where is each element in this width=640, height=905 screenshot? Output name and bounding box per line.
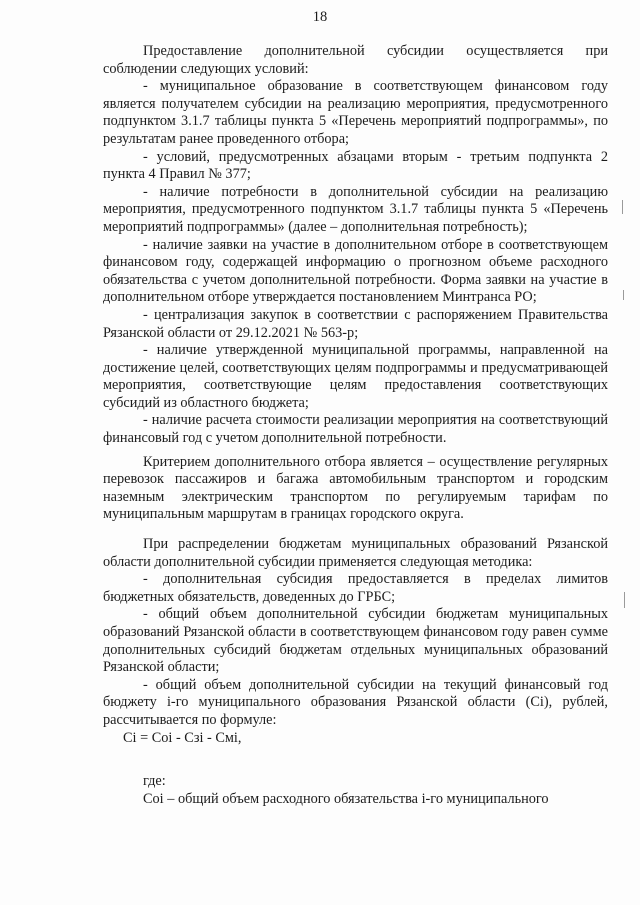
- paragraph-condition-recipient: - муниципальное образование в соответствующем финансовом году является получателем субсидии на реализацию мероприятия, предусмотренного подпунктом 3.1.7 таблицы пункта 5 «Перечень мероприятий подпрограммы», по результатам ранее проведенного отбора;: [103, 78, 608, 147]
- paragraph-condition-program: - наличие утвержденной муниципальной программы, направленной на достижение целей, соответствующих целям подпрограммы и предусматривающей мероприятия, соответствующие целям предоставления соответствующих субсидий из областного бюджета;: [103, 342, 608, 411]
- document-body: [103, 43, 608, 808]
- paragraph-condition-application: - наличие заявки на участие в дополнительном отборе в соответствующем финансовом году, содержащей информацию о прогнозном объеме расходного обязательства с учетом дополнительной потребности. Форма заявки на участие в дополнительном отборе утверждается постановлением Минтранса РО;: [103, 236, 608, 306]
- scan-mark: [622, 200, 623, 214]
- paragraph-condition-need: - наличие потребности в дополнительной субсидии на реализацию мероприятия, предусмотренного подпунктом 3.1.7 таблицы пункта 5 «Перечень мероприятий подпрограммы» (далее – дополнительная потребность);: [103, 183, 608, 235]
- paragraph-method-formula-intro: - общий объем дополнительной субсидии на текущий финансовый год бюджету i-го муниципального образования Рязанской области (Ci), рублей, рассчитывается по формуле:: [103, 676, 608, 728]
- paragraph-condition-procurement: - централизация закупок в соответствии с распоряжением Правительства Рязанской области от 29.12.2021 № 563-р;: [103, 306, 608, 341]
- paragraph-method-limits: - дополнительная субсидия предоставляется в пределах лимитов бюджетных обязательств, доведенных до ГРБС;: [103, 571, 608, 605]
- scan-mark: [623, 290, 624, 300]
- paragraph-method-total: - общий объем дополнительной субсидии бюджетам муниципальных образований Рязанской области в соответствующем финансовом году равен сумме дополнительных субсидий бюджетам отдельных муниципальных образований Рязанской области;: [103, 606, 608, 676]
- paragraph-criterion: Критерием дополнительного отбора является – осуществление регулярных перевозок пассажиров и багажа автомобильным транспортом и городским наземным электрическим транспортом по регулируемым тарифам по муниципальным маршрутам в границах городского округа.: [103, 453, 608, 523]
- paragraph-condition-rules: - условий, предусмотренных абзацами вторым - третьим подпункта 2 пункта 4 Правил № 377;: [103, 148, 608, 183]
- scan-mark: [624, 592, 625, 608]
- formula: Ci = Coi - Сзi - Смi,: [123, 729, 242, 746]
- paragraph-condition-cost: - наличие расчета стоимости реализации мероприятия на соответствующий финансовый год с учетом дополнительной потребности.: [103, 412, 608, 447]
- paragraph-distribution: При распределении бюджетам муниципальных образований Рязанской области дополнительной субсидии применяется следующая методика:: [103, 536, 608, 570]
- where-label: где:: [143, 773, 166, 790]
- definition-coi: Coi – общий объем расходного обязательства i-го муниципального: [143, 790, 549, 807]
- paragraph-intro: Предоставление дополнительной субсидии осуществляется при соблюдении следующих условий:: [103, 43, 608, 77]
- page-number: 18: [312, 9, 328, 25]
